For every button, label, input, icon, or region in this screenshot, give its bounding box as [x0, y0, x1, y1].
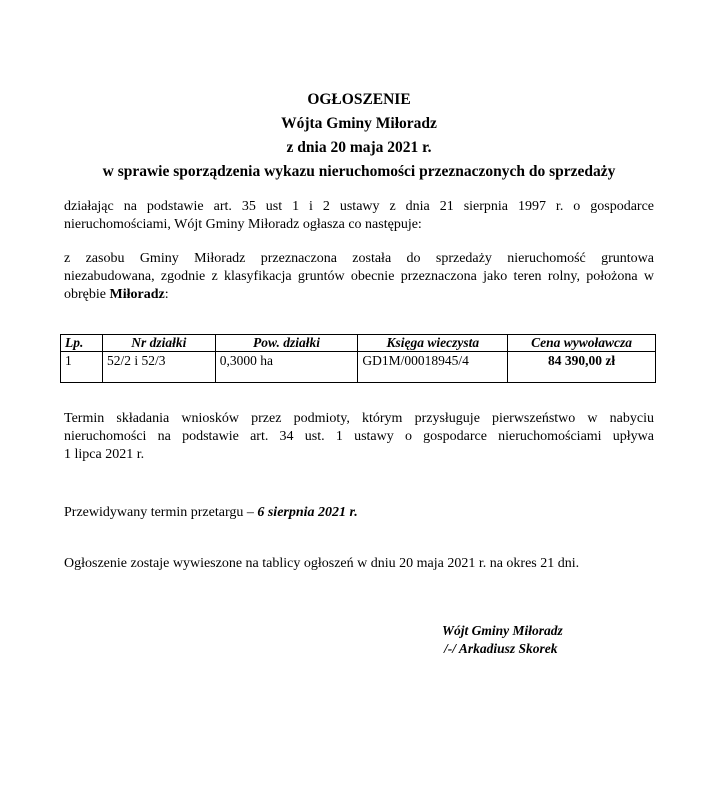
signature-name: /-/ Arkadiusz Skorek: [444, 641, 558, 656]
property-line-2: niezabudowana, zgodnie z klasyfikacja gruntów obecnie przeznaczona jako teren rolny, położona w: [64, 269, 654, 284]
deadline-paragraph: [64, 410, 654, 464]
property-location: Miłoradz: [109, 287, 165, 302]
deadline-line-1: Termin składania wniosków przez podmioty, którym przysługuje pierwszeństwo w nabyciu: [64, 411, 654, 426]
cell-nr-dzialki: 52/2 i 52/3: [102, 352, 215, 383]
heading-date: z dnia 20 maja 2021 r.: [286, 139, 432, 156]
heading-issuer: Wójta Gminy Miłoradz: [281, 115, 437, 132]
property-table: [60, 334, 656, 383]
signature-title: Wójt Gminy Miłoradz: [442, 623, 563, 638]
heading-ogloszenie: OGŁOSZENIE: [307, 91, 411, 108]
table-header-row: [61, 335, 656, 352]
intro-line-2: nieruchomościami, Wójt Gminy Miłoradz ogłasza co następuje:: [64, 217, 422, 232]
property-line-3: [64, 286, 654, 304]
property-line-3-prefix: obrębie: [64, 287, 110, 302]
table-row: [61, 352, 656, 383]
posting-line: Ogłoszenie zostaje wywieszone na tablicy ogłoszeń w dniu 20 maja 2021 r. na okres 21 dni.: [64, 556, 580, 571]
cell-cena: 84 390,00 zł: [508, 352, 656, 383]
heading-subject: w sprawie sporządzenia wykazu nieruchomości przeznaczonych do sprzedaży: [102, 163, 616, 180]
cell-pow-dzialki: 0,3000 ha: [215, 352, 358, 383]
auction-line: [64, 504, 654, 522]
cell-lp: 1: [61, 352, 103, 383]
column-header-cena: Cena wywoławcza: [508, 335, 656, 352]
property-line-3-suffix: :: [164, 287, 169, 302]
deadline-line-3: 1 lipca 2021 r.: [64, 447, 145, 462]
auction-date: 6 sierpnia 2021 r.: [257, 505, 358, 520]
intro-paragraph: [64, 198, 654, 234]
column-header-ksiega: Księga wieczysta: [358, 335, 508, 352]
intro-line-1: działając na podstawie art. 35 ust 1 i 2 ustawy z dnia 21 sierpnia 1997 r. o gospodarce: [64, 199, 654, 214]
column-header-pow-dzialki: Pow. działki: [215, 335, 358, 352]
column-header-lp: Lp.: [61, 335, 103, 352]
cell-ksiega: GD1M/00018945/4: [358, 352, 508, 383]
column-header-nr-dzialki: Nr działki: [102, 335, 215, 352]
auction-prefix: Przewidywany termin przetargu –: [64, 505, 258, 520]
property-line-1: z zasobu Gminy Miłoradz przeznaczona została do sprzedaży nieruchomość gruntowa: [64, 251, 654, 266]
property-paragraph: [64, 250, 654, 304]
deadline-line-2: nieruchomości na podstawie art. 34 ust. 1 ustawy o gospodarce nieruchomościami upływa: [64, 429, 654, 444]
